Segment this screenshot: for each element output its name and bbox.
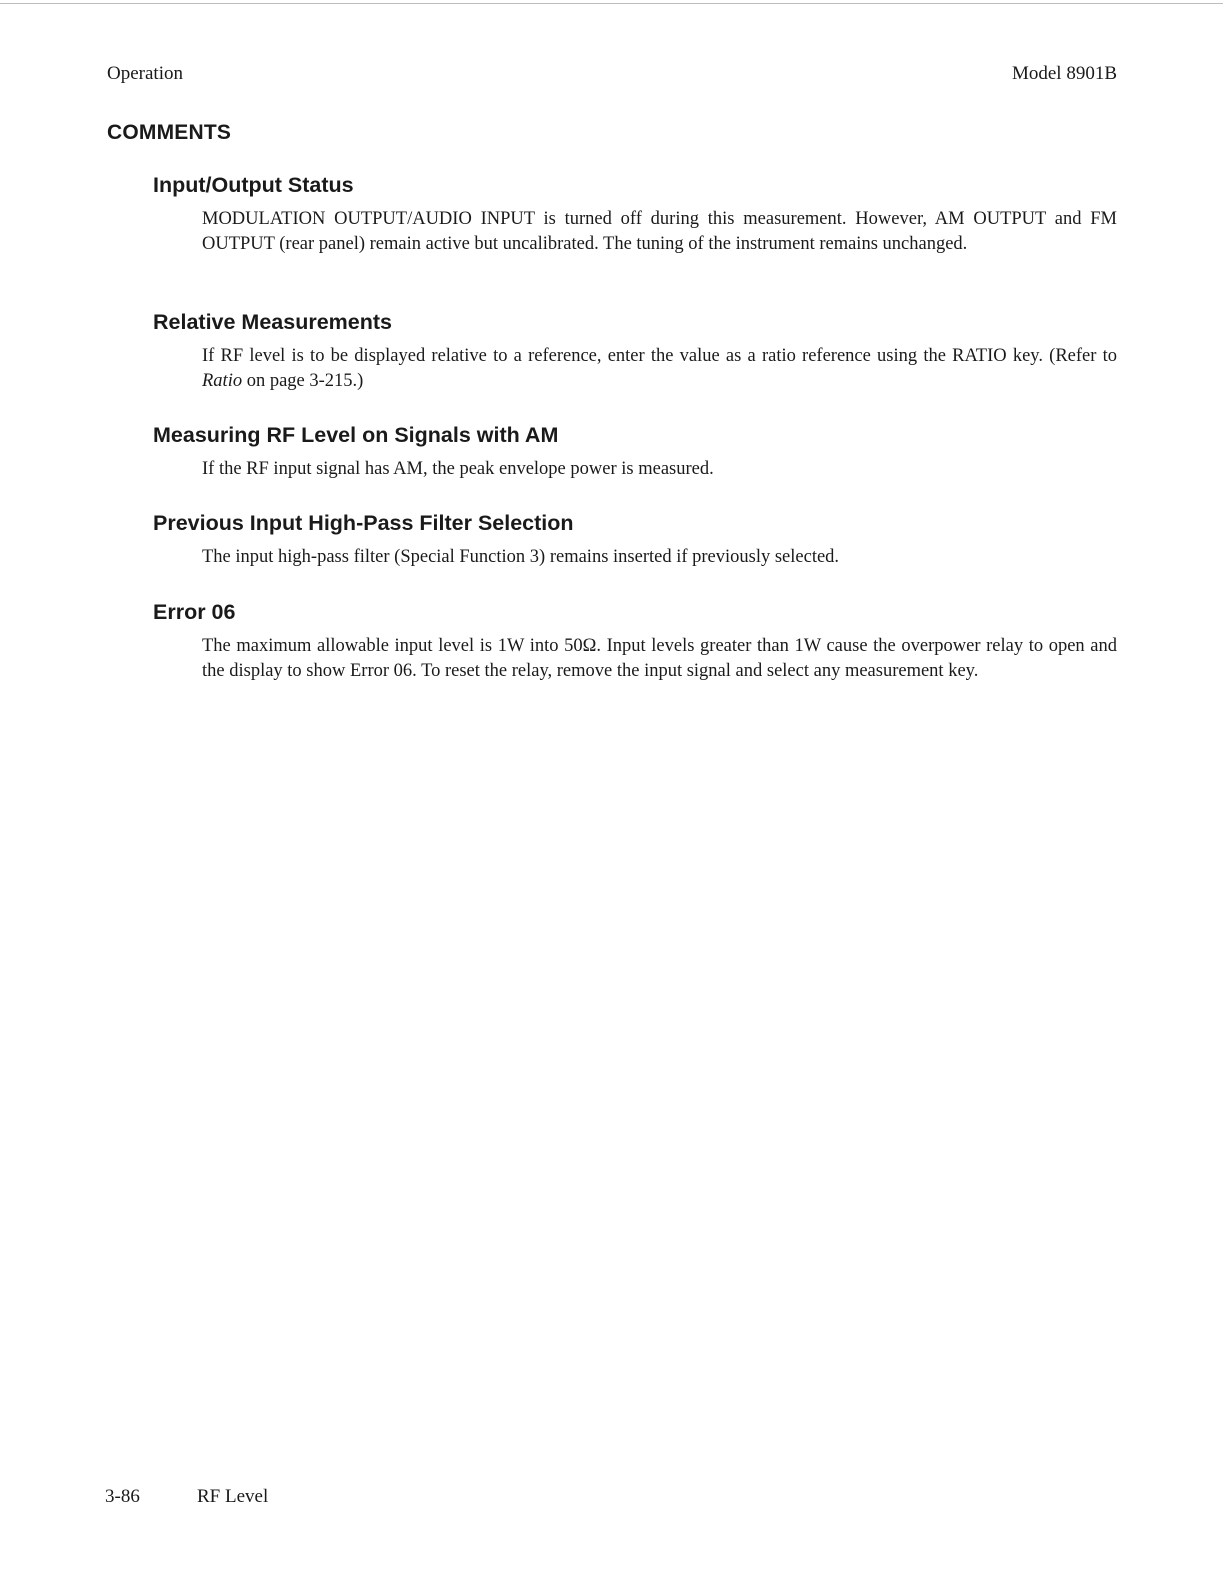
footer-section-name: RF Level xyxy=(197,1486,269,1507)
body-text: If RF level is to be displayed relative to a reference, enter the value as a ratio reference using the RATIO key. (Refer to xyxy=(202,346,1117,366)
section-high-pass-filter xyxy=(153,510,1117,570)
section-title: Input/Output Status xyxy=(153,173,354,197)
section-body: The input high-pass filter (Special Function 3) remains inserted if previously selected. xyxy=(202,547,840,567)
section-title: Relative Measurements xyxy=(153,310,392,334)
top-rule xyxy=(0,3,1223,4)
running-head-left: Operation xyxy=(107,63,183,84)
section-relative-measurements xyxy=(153,309,1117,394)
running-head-right: Model 8901B xyxy=(1011,63,1117,84)
comments-heading: COMMENTS xyxy=(107,121,232,144)
section-title: Error 06 xyxy=(153,600,236,624)
ratio-reference: Ratio xyxy=(202,371,243,391)
section-body xyxy=(202,344,1117,394)
section-body: MODULATION OUTPUT/AUDIO INPUT is turned off during this measurement. However, AM OUTPUT and FM OUTPUT (rear panel) remain active but uncalibrated. The tuning of the instrument remains unchanged. xyxy=(202,209,1117,254)
section-body: If the RF input signal has AM, the peak envelope power is measured. xyxy=(202,459,714,479)
section-measuring-rf-level-am xyxy=(153,422,1117,482)
body-text: on page 3-215.) xyxy=(242,371,364,391)
page-number: 3-86 xyxy=(105,1486,140,1507)
section-title: Previous Input High-Pass Filter Selection xyxy=(153,511,574,535)
section-body: The maximum allowable input level is 1W into 50Ω. Input levels greater than 1W cause the overpower relay to open and the display to show Error 06. To reset the relay, remove the input signal and select any measurement key. xyxy=(202,636,1117,681)
section-error-06 xyxy=(153,599,1117,684)
section-input-output-status xyxy=(153,172,1117,257)
section-title: Measuring RF Level on Signals with AM xyxy=(153,423,559,447)
